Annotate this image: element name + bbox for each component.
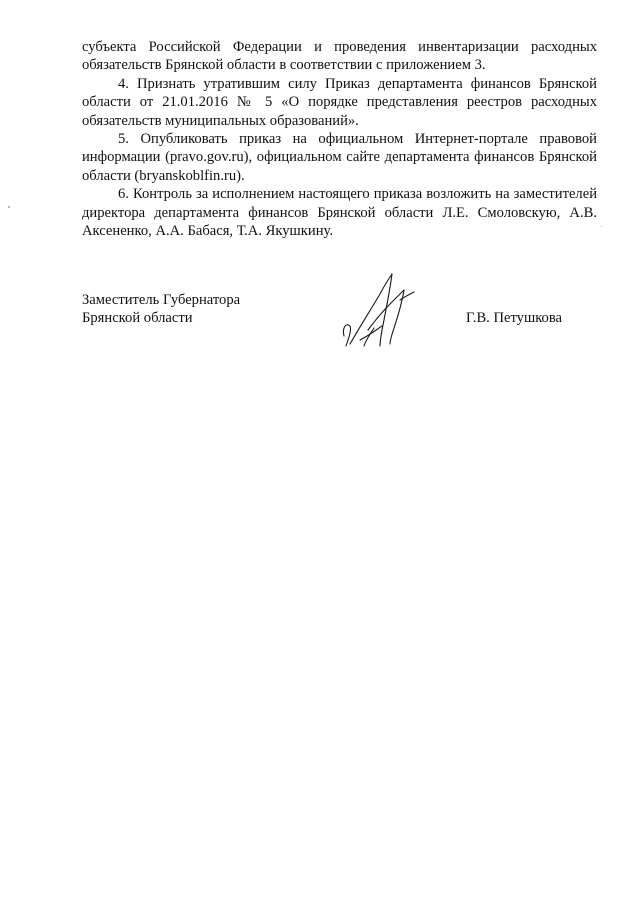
scan-speck: [8, 206, 10, 208]
paragraph-item-5: 5. Опубликовать приказ на официальном Интернет-портале правовой информации (pravo.gov.ru), официальном сайте департамента финансов Брянской области (bryanskoblfin.ru).: [82, 131, 597, 184]
order-body-text: [82, 38, 597, 240]
paragraph-continuation: субъекта Российской Федерации и проведения инвентаризации расходных обязательств Брянской области в соответствии с приложением 3.: [82, 39, 597, 74]
scan-speck: [601, 226, 602, 227]
handwritten-signature: [338, 270, 420, 352]
signatory-position-line-2: Брянской области: [82, 310, 193, 327]
signatory-position-line-1: Заместитель Губернатора: [82, 292, 241, 308]
paragraph-item-6: 6. Контроль за исполнением настоящего приказа возложить на заместителей директора департамента финансов Брянской области Л.Е. Смоловскую, А.В. Аксененко, А.А. Бабася, Т.А. Якушкину.: [82, 186, 597, 240]
signatory-position: [82, 291, 240, 328]
paragraph-item-4: 4. Признать утратившим силу Приказ департамента финансов Брянской области от 21.01.2016 № 5 «О порядке представления реестров расходных обязательств муниципальных образований».: [82, 75, 597, 129]
signatory-name: Г.В. Петушкова: [466, 310, 563, 326]
